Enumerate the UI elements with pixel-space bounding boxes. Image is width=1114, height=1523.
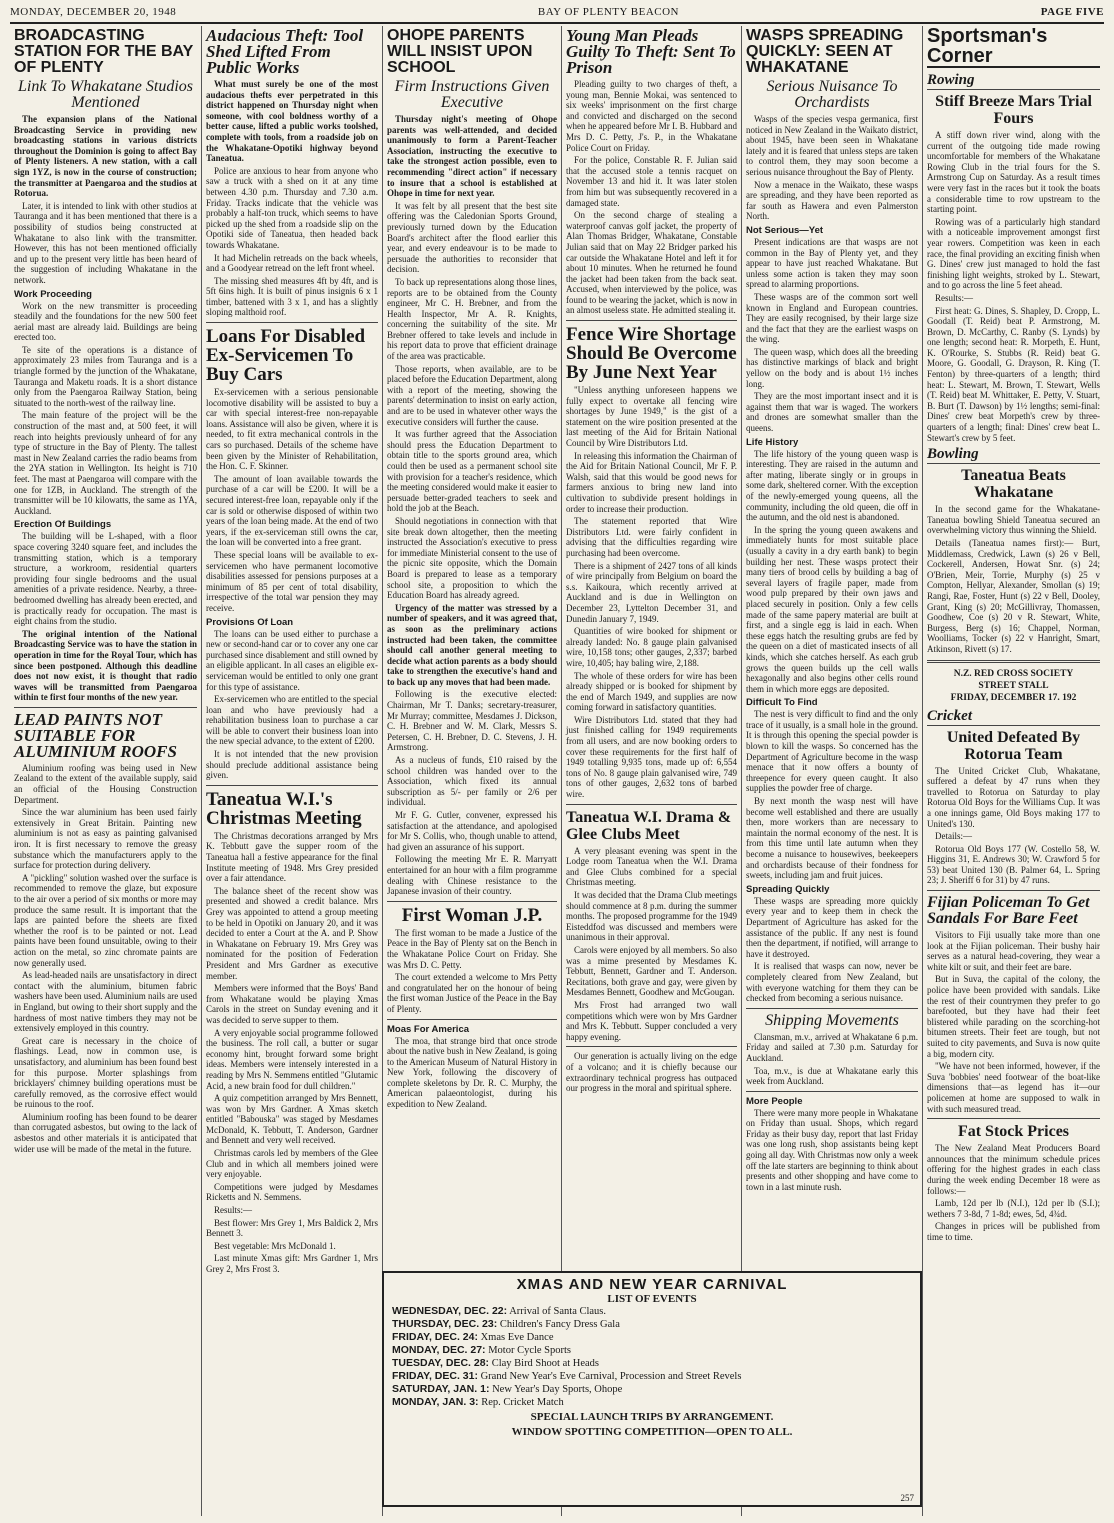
event-row xyxy=(392,1331,912,1344)
paragraph: Now a menace in the Waikato, these wasps are spreading, and they have been reported as far south as Hawera and even Palmerston North. xyxy=(746,179,918,222)
paragraph: These special loans will be available to ex-servicemen who have permanent locomotive disabilities assessed for pensions purposes at a minimum of 85 per cent of total disability, irrespective of the total war pension they may receive. xyxy=(206,549,378,613)
event-day: SATURDAY, JAN. 1: xyxy=(392,1383,490,1395)
headline: Fijian Policeman To Get Sandals For Bare Feet xyxy=(927,894,1090,928)
paragraph: Quantities of wire booked for shipment or already landed: No. 8 gauge plain galvanised wire, 10,158 tons; other gauges, 2,337; barbed wire, 10,405; hay baling wire, 2,188. xyxy=(566,626,737,668)
divider xyxy=(14,707,197,708)
paragraph: It is not intended that the new provision should preclude additional assistance being given. xyxy=(206,749,378,781)
notice-line: N.Z. RED CROSS SOCIETY xyxy=(953,668,1074,679)
divider xyxy=(746,1091,918,1092)
paragraph: As a nucleus of funds, £10 raised by the school children was handed over to the Association, which fixed its annual subscription as 5/- per family or 2/6 per individual. xyxy=(387,755,557,808)
paragraph: Competitions were judged by Mesdames Ricketts and N. Semmens. xyxy=(206,1181,378,1203)
carnival-footer: SPECIAL LAUNCH TRIPS BY ARRANGEMENT. xyxy=(530,1411,774,1423)
paragraph: Following is the executive elected: Chairman, Mr T. Danks; secretary-treasurer, Mr Murray; committee, Mesdames J. Dickson, C. H. Brebner and W. M. Clark, Messrs S. Petersen, C. H. Brebner, D. C. Stevens, J. H. Armstrong. xyxy=(387,689,557,753)
divider xyxy=(387,1019,557,1020)
headline: LEAD PAINTS NOT SUITABLE FOR ALUMINIUM ROOFS xyxy=(14,709,177,761)
paragraph: The loans can be used either to purchase a new or second-hand car or to cover any one car purchased since disablement and still owned by an eligible applicant. In all cases an eligible ex-serviceman would be entitled to only one grant for this type of assistance. xyxy=(206,628,378,692)
carnival-subtitle: LIST OF EVENTS xyxy=(607,1293,697,1305)
event-row xyxy=(392,1383,912,1396)
subheadline: Serious Nuisance To Orchardists xyxy=(766,78,898,111)
paragraph: Wasps of the species vespa germanica, first noticed in New Zealand in the Waikato district, about 1945, have been seen in Whakatane lately and it is feared that unless steps are taken to control them, they may soon become a serious nuisance throughout the Bay of Plenty. xyxy=(746,114,918,177)
paragraph: A very enjoyable social programme followed the business. The roll call, a butter or sugar economy hint, brought forward some bright ideas. Members were intensely interested in a reading by Mrs N. Semmens entitled "Glutamic Acid, a new brain food for dull children." xyxy=(206,1027,378,1091)
paragraph: Those reports, when available, are to be placed before the Education Department, along with a report of the meeting, showing the parents' determination to insist on early action, and are to be used in whatever other ways the executive considers will further the cause. xyxy=(387,363,557,427)
section-heading: Moas For America xyxy=(387,1023,470,1035)
event-row xyxy=(392,1357,912,1370)
paragraph: To back up representations along those lines, reports are to be obtained from the County engineer, Mr C. H. Brebner, and from the Health Inspector, Mr A. R. Knights, concerning the suitability of the site. Mr Brebner offered to take levels and include in his report data to prove that efficient drainage of the area was practicable. xyxy=(387,276,557,362)
paragraph: These wasps are spreading more quickly every year and to keep them in check the Department of Agriculture has asked for the assistance of the public. If any nest is found then the department, if notified, will arrange to have it destroyed. xyxy=(746,895,918,959)
paragraph: Aluminium roofing has been found to be dearer than corrugated asbestos, but owing to the lack of asbestos and other materials it is anticipated that wider use will be made of the metal in the future. xyxy=(14,1111,197,1154)
paragraph: The queen wasp, which does all the breeding has distinctive markings of black and bright yellow on the body and is about 1½ inches long. xyxy=(746,346,918,389)
paragraph: Rowing was of a particularly high standard with a noticeable improvement amongst first year rowers. Competition was keen in each race, the final providing an exciting finish when G. Dines' crew just managed to hold the fast finishing light weights, stroked by L. Stewart, and to go across the line 5 feet ahead. xyxy=(927,216,1100,291)
paragraph: Our generation is actually living on the edge of a volcano; and it is chiefly because our extraordinary technical progress has outpaced our progress in the moral and spiritual sphere. xyxy=(566,1051,737,1094)
carnival-advertisement xyxy=(382,1271,922,1507)
event-day: THURSDAY, DEC. 23: xyxy=(392,1318,498,1330)
event-text: Xmas Eve Dance xyxy=(480,1332,554,1343)
notice-line xyxy=(927,692,1100,704)
paragraph: Results:— xyxy=(935,292,974,303)
paragraph: It was decided that the Drama Club meetings should commence at 8 p.m. during the summer months. The proposed programme for the 1949 Eisteddfod was discussed and members were unanimous in their approval. xyxy=(566,890,737,943)
divider xyxy=(566,804,737,805)
headline: Taneatua W.I. Drama & Glee Clubs Meet xyxy=(566,808,732,843)
column-6 xyxy=(922,26,1104,1516)
paragraph: As lead-headed nails are unsatisfactory in direct contact with the aluminium, bitumen fabric washers have been used. Aluminium nails are used in England, but owing to their short supply and the hardness of most native timbers they may not be extensively employed in this country. xyxy=(14,970,197,1034)
paragraph: Mrs Frost had arranged two wall competitions which were won by Mrs Gardner and Mrs K. Tebbutt. Supper concluded a very happy evening. xyxy=(566,999,737,1042)
columns xyxy=(10,26,1104,1516)
divider xyxy=(387,901,557,902)
headline: Stiff Breeze Mars Trial Fours xyxy=(935,93,1092,127)
paragraph: The Christmas decorations arranged by Mrs K. Tebbutt gave the supper room of the Taneatua hall a festive appearance for the final Institute meeting of 1948. Mrs Grey presided over a fair attendance. xyxy=(206,830,378,884)
section-cricket: Cricket xyxy=(927,708,1100,726)
paragraph: But in Suva, the capital of the colony, the police have been provided with sandals. Like the rest of their countrymen they prefer to go barefooted, but they have had their feet blistered while parading on the scorching-hot bitumen streets. Their feet are tough, but not suited to city pavements, and Suva is now quite a big, modern city. xyxy=(927,974,1100,1059)
paragraph: Changes in prices will be published from time to time. xyxy=(927,1221,1100,1242)
paragraph: There were many more people in Whakatane on Friday than usual. Shops, which regard Friday as their busy day, report that last Friday was one long rush, shop assistants being kept going all day. With Christmas now only a week off the late starters are beginning to think about presents and other shopping and have come to town in a last minute rush. xyxy=(746,1107,918,1192)
headline: OHOPE PARENTS WILL INSIST UPON SCHOOL xyxy=(387,27,533,76)
headline: BROADCASTING STATION FOR THE BAY OF PLENTY xyxy=(14,27,193,76)
paragraph: The court extended a welcome to Mrs Petty and congratulated her on the honour of being the first woman Justice of the Peace in the Bay of Plenty. xyxy=(387,972,557,1014)
paragraph: Ex-servicemen with a serious pensionable locomotive disability will be assisted to buy a car with special interest-free non-repayable loans. Assistance will also be given, where it is needed, to fit extra mechanical controls in the cars so purchased. Details of the scheme have been given by the Minister of Rehabilitation, the Hon. C. F. Skinner. xyxy=(206,387,378,472)
paragraph: Following the meeting Mr E. R. Marryatt entertained for an hour with a film programme dealing with Chinese resistance to the Japanese invasion of their country. xyxy=(387,854,557,897)
paragraph: Ex-servicemen who are entitled to the special loan and who have previously had a rehabilitation business loan to purchase a car will be able to convert their business loan into the new special advance, to the extent of £200. xyxy=(206,694,378,747)
column-2 xyxy=(201,26,382,1516)
lead-paragraph: The expansion plans of the National Broadcasting Service in providing new broadcasting stations in various districts throughout the Dominion is going to affect Bay of Plenty listeners. A new station, with a call sign 1YZ, is now in the course of construction; the transmitter at Paengaroa and the studios at Rotorua. xyxy=(14,114,197,199)
paragraph: Results:— xyxy=(214,1205,253,1216)
subheadline: Link To Whakatane Studios Mentioned xyxy=(18,78,193,111)
event-day: MONDAY, DEC. 27: xyxy=(392,1344,486,1356)
divider xyxy=(927,1118,1100,1119)
event-day: WEDNESDAY, DEC. 22: xyxy=(392,1305,508,1317)
paragraph: Te site of the operations is a distance of approximately 23 miles from Tauranga and is a triangle formed by the junction of the Whakatane, Tauranga and Maketu roads. It is a short distance only from the Paengaroa Railway Station, being situated to the north-west of the railway line. xyxy=(14,344,197,408)
paragraph: The amount of loan available towards the purchase of a car will be £200. It will be a secured interest-free loan, repayable only if the car is sold or otherwise disposed of within two years of the loan being made. At the end of two years, if the ex-serviceman still owns the car, the loan will be converted into a free grant. xyxy=(206,473,378,548)
paragraph: Clansman, m.v., arrived at Whakatane 6 p.m. Friday and sailed at 7.30 p.m. Saturday for Auckland. xyxy=(746,1031,918,1063)
paragraph: First heat: G. Dines, S. Shapley, D. Cropp, L. Goodall (T. Reid) beat P. Armstrong, M. Brown, D. McCarthy, C. Ranby (S. Lynds) by one length; second heat: R. Morpeth, E. Hunt, K. O'Rourke, S. Stubbs (R. Reid) beat G. Moore, G. Goodall, G. Drayson, R. King (T. Fenton) by three-quarters of a length; third heat: L. Stewart, M. Brown, T. Stewart, Wells (T. Reid) beat M. Whittaker, E. Petty, V. Stuart, B. Burt (T. Dawson) by 1½ lengths; semi-final: Dines' crew beat Morpeth's crew by three-quarters of a length; final: Dines' crew beat L. Stewart's crew by 5 feet. xyxy=(927,305,1100,443)
event-text: Arrival of Santa Claus. xyxy=(509,1306,607,1317)
notice-date: FRIDAY, DECEMBER 17. xyxy=(950,692,1060,703)
event-day: FRIDAY, DEC. 31: xyxy=(392,1370,478,1382)
paragraph: In releasing this information the Chairman of the Aid for Britain National Council, Mr F. P. Walsh, said that this would be good news for farmers anxious to bring new land into cultivation to subdivide present holdings in order to increase their production. xyxy=(566,450,737,514)
divider xyxy=(927,890,1100,891)
headline: Fence Wire Shortage Should Be Overcome By June Next Year xyxy=(566,324,737,384)
paragraph: The United Cricket Club, Whakatane, suffered a defeat by 47 runs when they travelled to Rotorua on Saturday to play Rotorua Old Boys for the Williams Cup. It was a one innings game, Old Boys making 177 to United's 130. xyxy=(927,765,1100,829)
headline: Audacious Theft: Tool Shed Lifted From Public Works xyxy=(206,26,364,77)
paragraph: Toa, m.v., is due at Whakatane early this week from Auckland. xyxy=(746,1065,918,1087)
section-heading: Spreading Quickly xyxy=(746,883,830,895)
paragraph: The whole of these orders for wire has been already shipped or is booked for shipment by the end of March 1949, and supplies are now coming forward in satisfactory quantities. xyxy=(566,670,737,713)
paragraph: Best vegetable: Mrs McDonald 1. xyxy=(214,1240,336,1251)
section-heading: Work Proceeding xyxy=(14,288,92,300)
paragraph: The main feature of the project will be the construction of the mast and, at 500 feet, it will reach into heights previously unheard of for any type of structure in the Bay of Plenty. The tallest mast in New Zealand carries the radio beams from the 2YA station in Wellington. Its height is 710 feet. The mast at Paengaroa will compare with the one for 1ZB, in Auckland. The strength of the transmitter will be 10 kilowatts, the same as 1YA, Auckland. xyxy=(14,410,197,516)
paragraph: The first woman to be made a Justice of the Peace in the Bay of Plenty sat on the Bench in the Whakatane Police Court on Friday. She was Mrs D. C. Petty. xyxy=(387,927,557,970)
carnival-title: XMAS AND NEW YEAR CARNIVAL xyxy=(516,1276,788,1293)
paragraph: Pleading guilty to two charges of theft, a young man, Bennie Mokai, was sentenced to six weeks' imprisonment on the first charge and convicted and discharged on the second when he appeared before Mr I. B. Hubbard and Mrs D. C. Petty, J's. P., in the Whakatane Police Court on Friday. xyxy=(566,79,737,153)
paragraph: It was further agreed that the Association should press the Education Department to obtain title to the sports ground area, which could then be used as a permanent school site with provision for a teacher's residence, which the meeting considered would make it easier to persuade better-graded teachers to seek and hold the job at the Beach. xyxy=(387,429,557,514)
carnival-footer: WINDOW SPOTTING COMPETITION—OPEN TO ALL. xyxy=(511,1426,793,1438)
section-heading: Life History xyxy=(746,436,799,448)
paragraph: "Unless anything unforeseen happens we fully expect to overtake all fencing wire shortages by June 1949," is the gist of a statement on the wire position presented at the last meeting of the Aid for Britain National Council by Wire Distributors Ltd. xyxy=(566,385,737,449)
event-text: Clay Bird Shoot at Heads xyxy=(491,1358,600,1369)
paragraph: "We have not been informed, however, if the Suva 'bobbies' need footwear of the boat-like dimensions that—as legend has it—our policemen at home are supposed to walk in with such measured tread. xyxy=(927,1061,1100,1114)
headline: Taneatua Beats Whakatane xyxy=(961,467,1066,502)
sportsmans-corner-title: Sportsman's Corner xyxy=(927,26,1100,68)
paragraph: Present indications are that wasps are not common in the Bay of Plenty yet, and they appear to have just reached Whakatane. But unless some action is taken they may soon spread to alarming proportions. xyxy=(746,236,918,290)
section-heading: Not Serious—Yet xyxy=(746,224,824,236)
section-heading: Erection Of Buildings xyxy=(14,519,112,531)
paragraph: Police are anxious to hear from anyone who saw a truck with a shed on it at any time between 4.30 p.m. Thursday and 7.30 a.m. Friday. Tracks indicate that the vehicle was probably a half-ton truck, which seems to have picked up the shed from a roadside slip on the Opotiki side of Taneatua, then headed back towards Whakatane. xyxy=(206,165,378,250)
paragraph: In the spring the young queen awakens and immediately hunts for most suitable place (usually a cavity in a dry earth bank) to begin building her nest. These wasps protect their many tiers of brood cells by building a bag of several layers of fragile paper, made from wood pulp prepared by their own jaws and placed securely in position. Only a few cells made of the same papery material are built at first, and a single egg is laid in each. When these eggs hatch the resulting grubs are fed by the queen on a diet of masticated insects of all kinds, which she catches herself. As each grub grows the queen builds up the cell walls hexagonally and also begins other cells round them in which more eggs are deposited. xyxy=(746,524,918,694)
paragraph: Rotorua Old Boys 177 (W. Costello 58, W. Higgins 31, E. Andrews 30; W. Crawford 5 for 53) beat United 130 (B. Palmer 64, L. Spring 23; J. Sheriff 6 for 31) by 47 runs. xyxy=(927,843,1100,886)
paragraph: Mr F. G. Cutler, convener, expressed his satisfaction at the attendance, and apologised for Mr S. Collis, who, though unable to attend, had given an assurance of his support. xyxy=(387,810,557,852)
lead-paragraph: What must surely be one of the most audacious thefts ever perpetrated in this district happened on Thursday night when someone, with cool boldness worthy of a better cause, lifted a public works toolshed, complete with tools, from a roadside job on the Whakatane-Opotiki highway beyond Taneatua. xyxy=(206,79,378,164)
paragraph: Christmas carols led by members of the Glee Club and in which all members joined were very enjoyable. xyxy=(206,1148,378,1180)
event-text: Children's Fancy Dress Gala xyxy=(499,1319,620,1330)
paragraph: A "pickling" solution washed over the surface is recommended to remove the glaze, but exposure to the air over a period of six months or more may produce the same result. It is important that the laps are painted before the sheets are fixed whether the roof is to be painted or not. Lead paints have been found unsuitable, owing to their action on the metal, so zinc chromate paints are now generally used. xyxy=(14,872,197,968)
paragraph: Aluminium roofing was being used in New Zealand to the extent of the available supply, said an official of the Housing Construction Department. xyxy=(14,762,197,805)
paragraph: Members were informed that the Boys' Band from Whakatane would be playing Xmas Carols in the street on Sunday evening and it was decided to serve supper to them. xyxy=(206,983,378,1025)
paragraph: Work on the new transmitter is proceeding steadily and the foundations for the new 500 feet aerial mast are already laid. Buildings are being erected too. xyxy=(14,300,197,343)
headline: Loans For Disabled Ex-Servicemen To Buy Cars xyxy=(206,326,366,386)
paragraph: Later, it is intended to link with other studios at Tauranga and it has been mentioned that there is a possibility of studios being constructed at Whakatane to also link with the transmitter. However, this has not been mentioned officially and up to the present very little has been heard of the suggestion of including Whakatane in the network. xyxy=(14,200,197,285)
divider xyxy=(746,1008,918,1009)
event-text: Rep. Cricket Match xyxy=(481,1397,564,1408)
divider xyxy=(927,660,1100,663)
headline: Young Man Pleads Guilty To Theft: Sent To Prison xyxy=(566,26,736,77)
paper-name: BAY OF PLENTY BEACON xyxy=(537,6,680,18)
paragraph: Visitors to Fiji usually take more than one look at the Fijian policeman. Their bushy hair serves as a natural head-covering, they wear a white kilt or suit, and their feet are bare. xyxy=(927,930,1100,972)
paragraph: Urgency of the matter was stressed by a number of speakers, and it was agreed that, as soon as the preliminary actions instructed had been taken, the committee should call another general meeting to decide what action parents as a body should take to strengthen the executive's hand and to back up any moves that had been made. xyxy=(387,602,557,687)
event-row xyxy=(392,1305,912,1318)
section-rowing: Rowing xyxy=(927,72,1100,90)
paragraph: In the second game for the Whakatane-Taneatua bowling Shield Taneatua secured an overwhelming victory thus winning the Shield. xyxy=(927,504,1100,536)
lead-paragraph: Thursday night's meeting of Ohope parents was well-attended, and decided unanimously to form a Parent-Teacher Association, instructing the executive to take the strongest action possible, even to recommending "direct action" if necessary to insure that a school is established at Ohope in time for next year. xyxy=(387,114,557,199)
ad-number: 257 xyxy=(900,1493,914,1503)
divider xyxy=(206,322,378,323)
paragraph: Should negotiations in connection with that site break down altogether, then the meeting instructed the Association's executive to press for immediate Ministerial consent to the use of the picnic site opposite, which the Domain Board is prepared to lease as a temporary school site, a proposition to which the Education Board has already agreed. xyxy=(387,515,557,601)
paragraph: Last minute Xmas gift: Mrs Gardner 1, Mrs Grey 2, Mrs Frost 3. xyxy=(206,1253,378,1274)
paragraph: Lamb, 12d per lb (N.I.), 12d per lb (S.I.); wethers 7 3-8d, 7 1-8d; ewes, 5d, 4¾d. xyxy=(927,1198,1100,1219)
paragraph: The New Zealand Meat Producers Board announces that the minimum schedule prices offering for the highest grades in each class during the week ending December 18 were as follows:— xyxy=(927,1143,1100,1196)
paragraph: By next month the wasp nest will have become well established and there are usually then, more workers than are necessary to maintain the normal economy of the nest. It is from this time until late autumn when they become a nuisance to housewives, beekeepers and orchardists because of their fondness for sweets, including jam and fruit juices. xyxy=(746,796,918,881)
paragraph: The missing shed measures 4ft by 4ft, and is 5ft 6ins high. It is built of pinus insignis 6 x 1 timber, battened with 3 x 1, and has a slightly sloping malthoid roof. xyxy=(206,275,378,318)
paragraph: On the second charge of stealing a waterproof canvas golf jacket, the property of Alan Thomas Bridger, Whakatane, Constable Julian said that on May 22 Bridger parked his car outside the Whakatane Hotel and left it for about 10 minutes. When he returned he found the jacket had been taken from the back seat. Accused, when interviewed by the police, was found to be wearing the jacket, which is now in an almost useless state. He admitted stealing it. xyxy=(566,210,737,316)
column-1 xyxy=(10,26,201,1516)
section-heading: More People xyxy=(746,1095,803,1107)
headline: United Defeated By Rotorua Team xyxy=(946,728,1081,763)
paragraph: Carols were enjoyed by all members. So also was a mime presented by Mesdames K. Tebbutt, Bennett, Gardner and T. Anderson. Recitations, both grave and gay, were given by Mesdames Bennett, Goodhew and McGougan. xyxy=(566,944,737,998)
paragraph: Details (Taneatua names first):— Burt, Middlemass, Credwick, Lawn (s) 26 v Bell, Cockerell, Andersen, Howat Snr. (s) 24; O'Brien, Meir, Torrie, Murphy (s) 25 v Compton, Hellyar, Alexander, Smollan (s) 19; Rangi, Rae, Foster, Hunt (s) 22 v Bell, Dooley, Grant, King (s) 20; McGillivray, Thomassen, Goodhew, Coe (s) 20 v R. Stewart, White, Burgess, Berg (s) 16; Chappel, Norman, Woolliams, Tocker (s) 22 v Hanright, Smart, Atkinson, Rivett (s) 17. xyxy=(927,538,1100,654)
section-heading: Provisions Of Loan xyxy=(206,616,294,628)
divider xyxy=(566,1046,737,1047)
event-day: FRIDAY, DEC. 24: xyxy=(392,1331,478,1343)
paragraph: The life history of the young queen wasp is interesting. They are raised in the autumn and after mating, liberate singly or in groups in some dark, sheltered corner. With the exception of the newly-emerged young queens, all the community, including the old queen, die off in the autumn, and the old nest is abandoned. xyxy=(746,448,918,523)
paragraph: It is realised that wasps can now, never be completely cleared from New Zealand, but with everyone watching for them they can be checked from becoming a serious nuisance. xyxy=(746,961,918,1004)
paragraph: Wire Distributors Ltd. stated that they had just finished calling for 1949 requirements from all users, and are now booking orders to cover these requirements for the first half of 1949 totalling 9,935 tons, made up of: 6,554 tons of No. 8 gauge plain galvanised wire, 749 tons of other gauges, 2,632 tons of barbed wire. xyxy=(566,714,737,800)
issue-date: MONDAY, DECEMBER 20, 1948 xyxy=(10,6,177,18)
paragraph: It was felt by all present that the best site offering was the Caledonian Sports Ground, previously turned down by the Education Board's architect after the flood earlier this year, and every endeavour is to be made to persuade the authorities to reconsider that decision. xyxy=(387,200,557,275)
notice-number: 192 xyxy=(1062,692,1077,703)
headline: First Woman J.P. xyxy=(401,904,543,926)
paragraph: The statement reported that Wire Distributors Ltd. were fairly confident in advising that the difficulties regarding wire purchasing had been overcome. xyxy=(566,516,737,558)
page-number: PAGE FIVE xyxy=(1040,6,1104,18)
paragraph: Best flower: Mrs Grey 1, Mrs Baldick 2, Mrs Bennett 3. xyxy=(206,1217,378,1239)
headline: Shipping Movements xyxy=(765,1011,899,1029)
paragraph: These wasps are of the common sort well known in England and European countries. They are easily recognised, by their large size and the fact that they are the earliest wasps on the wing. xyxy=(746,291,918,345)
event-text: Grand New Year's Eve Carnival, Procession and Street Revels xyxy=(480,1371,742,1382)
event-row xyxy=(392,1344,912,1357)
event-day: MONDAY, JAN. 3: xyxy=(392,1396,479,1408)
red-cross-notice xyxy=(927,668,1100,704)
paragraph: There is a shipment of 2427 tons of all kinds of wire principally from Belgium on board the s.s. Kaikoura, which recently arrived at Auckland and is due in Wellington on December 23, Lyttelton December 31, and Dunedin January 7, 1949. xyxy=(566,560,737,624)
paragraph: The building will be L-shaped, with a floor space covering 3240 square feet, and includes the transmitting station, which is a temporary structure, a workroom, residential quarters providing four single bedrooms and the usual amenities of a private residence. Nearby, a three-bedroomed dwelling has already been erected, and is practically ready for occupation. The mast is eight chains from the studio. xyxy=(14,531,197,627)
event-text: Motor Cycle Sports xyxy=(488,1345,572,1356)
paragraph: The original intention of the National Broadcasting Service was to have the station in operation in time for the Royal Tour, which has since been postponed. Although this deadline does not now exist, it is thought that radio waves will be transmitted from Paengaroa within te first four months of the new year. xyxy=(14,628,197,703)
headline: Taneatua W.I.'s Christmas Meeting xyxy=(206,788,362,829)
event-row xyxy=(392,1396,912,1409)
section-heading: Difficult To Find xyxy=(746,697,818,709)
masthead xyxy=(10,4,1104,24)
paragraph: A quiz competition arranged by Mrs Bennett, was won by Mrs Gardner. A Xmas sketch entitled "Babouska" was staged by Mesdames McDonald, K. Tebbutt, T. Anderson, Gardner and Bennett and very well received. xyxy=(206,1093,378,1146)
notice-line: STREET STALL xyxy=(978,680,1049,691)
headline: WASPS SPREADING QUICKLY: SEEN AT WHAKATANE xyxy=(746,27,904,76)
divider xyxy=(566,320,737,321)
paragraph: It had Michelin retreads on the back wheels, and a Goodyear retread on the left front wheel. xyxy=(206,252,378,274)
paragraph: A very pleasant evening was spent in the Lodge room Taneatua when the W.I. Drama and Glee Clubs combined for a special Christmas meeting. xyxy=(566,845,737,888)
paragraph: The balance sheet of the recent show was presented and showed a credit balance. Mrs Grey was appointed to attend a group meeting to be held in Opotiki on January 20, and it was decided to enter a Court at the A. and P. Show in Whakatane on February 19. Mrs Grey was nominated for the position of Federation President and Mrs Gardner as executive member. xyxy=(206,885,378,981)
headline: Fat Stock Prices xyxy=(957,1123,1070,1141)
subheadline: Firm Instructions Given Executive xyxy=(394,78,550,111)
event-text: New Year's Day Sports, Ohope xyxy=(492,1384,623,1395)
paragraph: For the police, Constable R. F. Julian said that the accused stole a tennis racquet on November 13 and hid it. It was later stolen from him but was subsequently recovered in a damaged state. xyxy=(566,155,737,208)
paragraph: The moa, that strange bird that once strode about the native bush in New Zealand, is going to the American Museum of Natural History in New York, following the discovery of complete skeletons by Dr. R. C. Murphy, the American palaeontologist, during his expedition to New Zealand. xyxy=(387,1035,557,1110)
section-bowling: Bowling xyxy=(927,446,1100,464)
paragraph: The nest is very difficult to find and the only trace of it usually, is a small hole in the ground. It is through this opening the special powder is blown to kill the wasps. So concerned has the Department of Agriculture become in the wasp menace that it now offers a bounty of threepence for every queen caught. It also supplies the powder free of charge. xyxy=(746,709,918,794)
paragraph: They are the most important insect and it is against them that war is waged. The workers and drones are somewhat smaller than the queens. xyxy=(746,391,918,434)
event-day: TUESDAY, DEC. 28: xyxy=(392,1357,490,1369)
paragraph: Since the war aluminium has been used fairly extensively in Great Britain. Painting new aluminium is not as easy as painting galvanised iron. It is first necessary to remove the greasy substance which the manufacturers apply to the surface for protection during delivery. xyxy=(14,807,197,871)
paragraph: A stiff down river wind, along with the current of the outgoing tide made rowing uncomfortable for members of the Whakatane Rowing Club in the trial fours for the S. Armstrong Cup on Saturday. As a result times were very fast in the races but it took the boats a considerable time to row upstream to the starting point. xyxy=(927,130,1100,215)
paragraph: Great care is necessary in the choice of flashings. Lead, now in common use, is unsatisfactory, and aluminium has been found best for this purpose. Morter splashings from bricklayers' chimney building operations must be carefully removed, as the corrosive effect would be ruinous to the roof. xyxy=(14,1035,197,1110)
divider xyxy=(206,785,378,786)
event-row xyxy=(392,1370,912,1383)
paragraph: Details:— xyxy=(935,831,972,842)
event-row xyxy=(392,1318,912,1331)
